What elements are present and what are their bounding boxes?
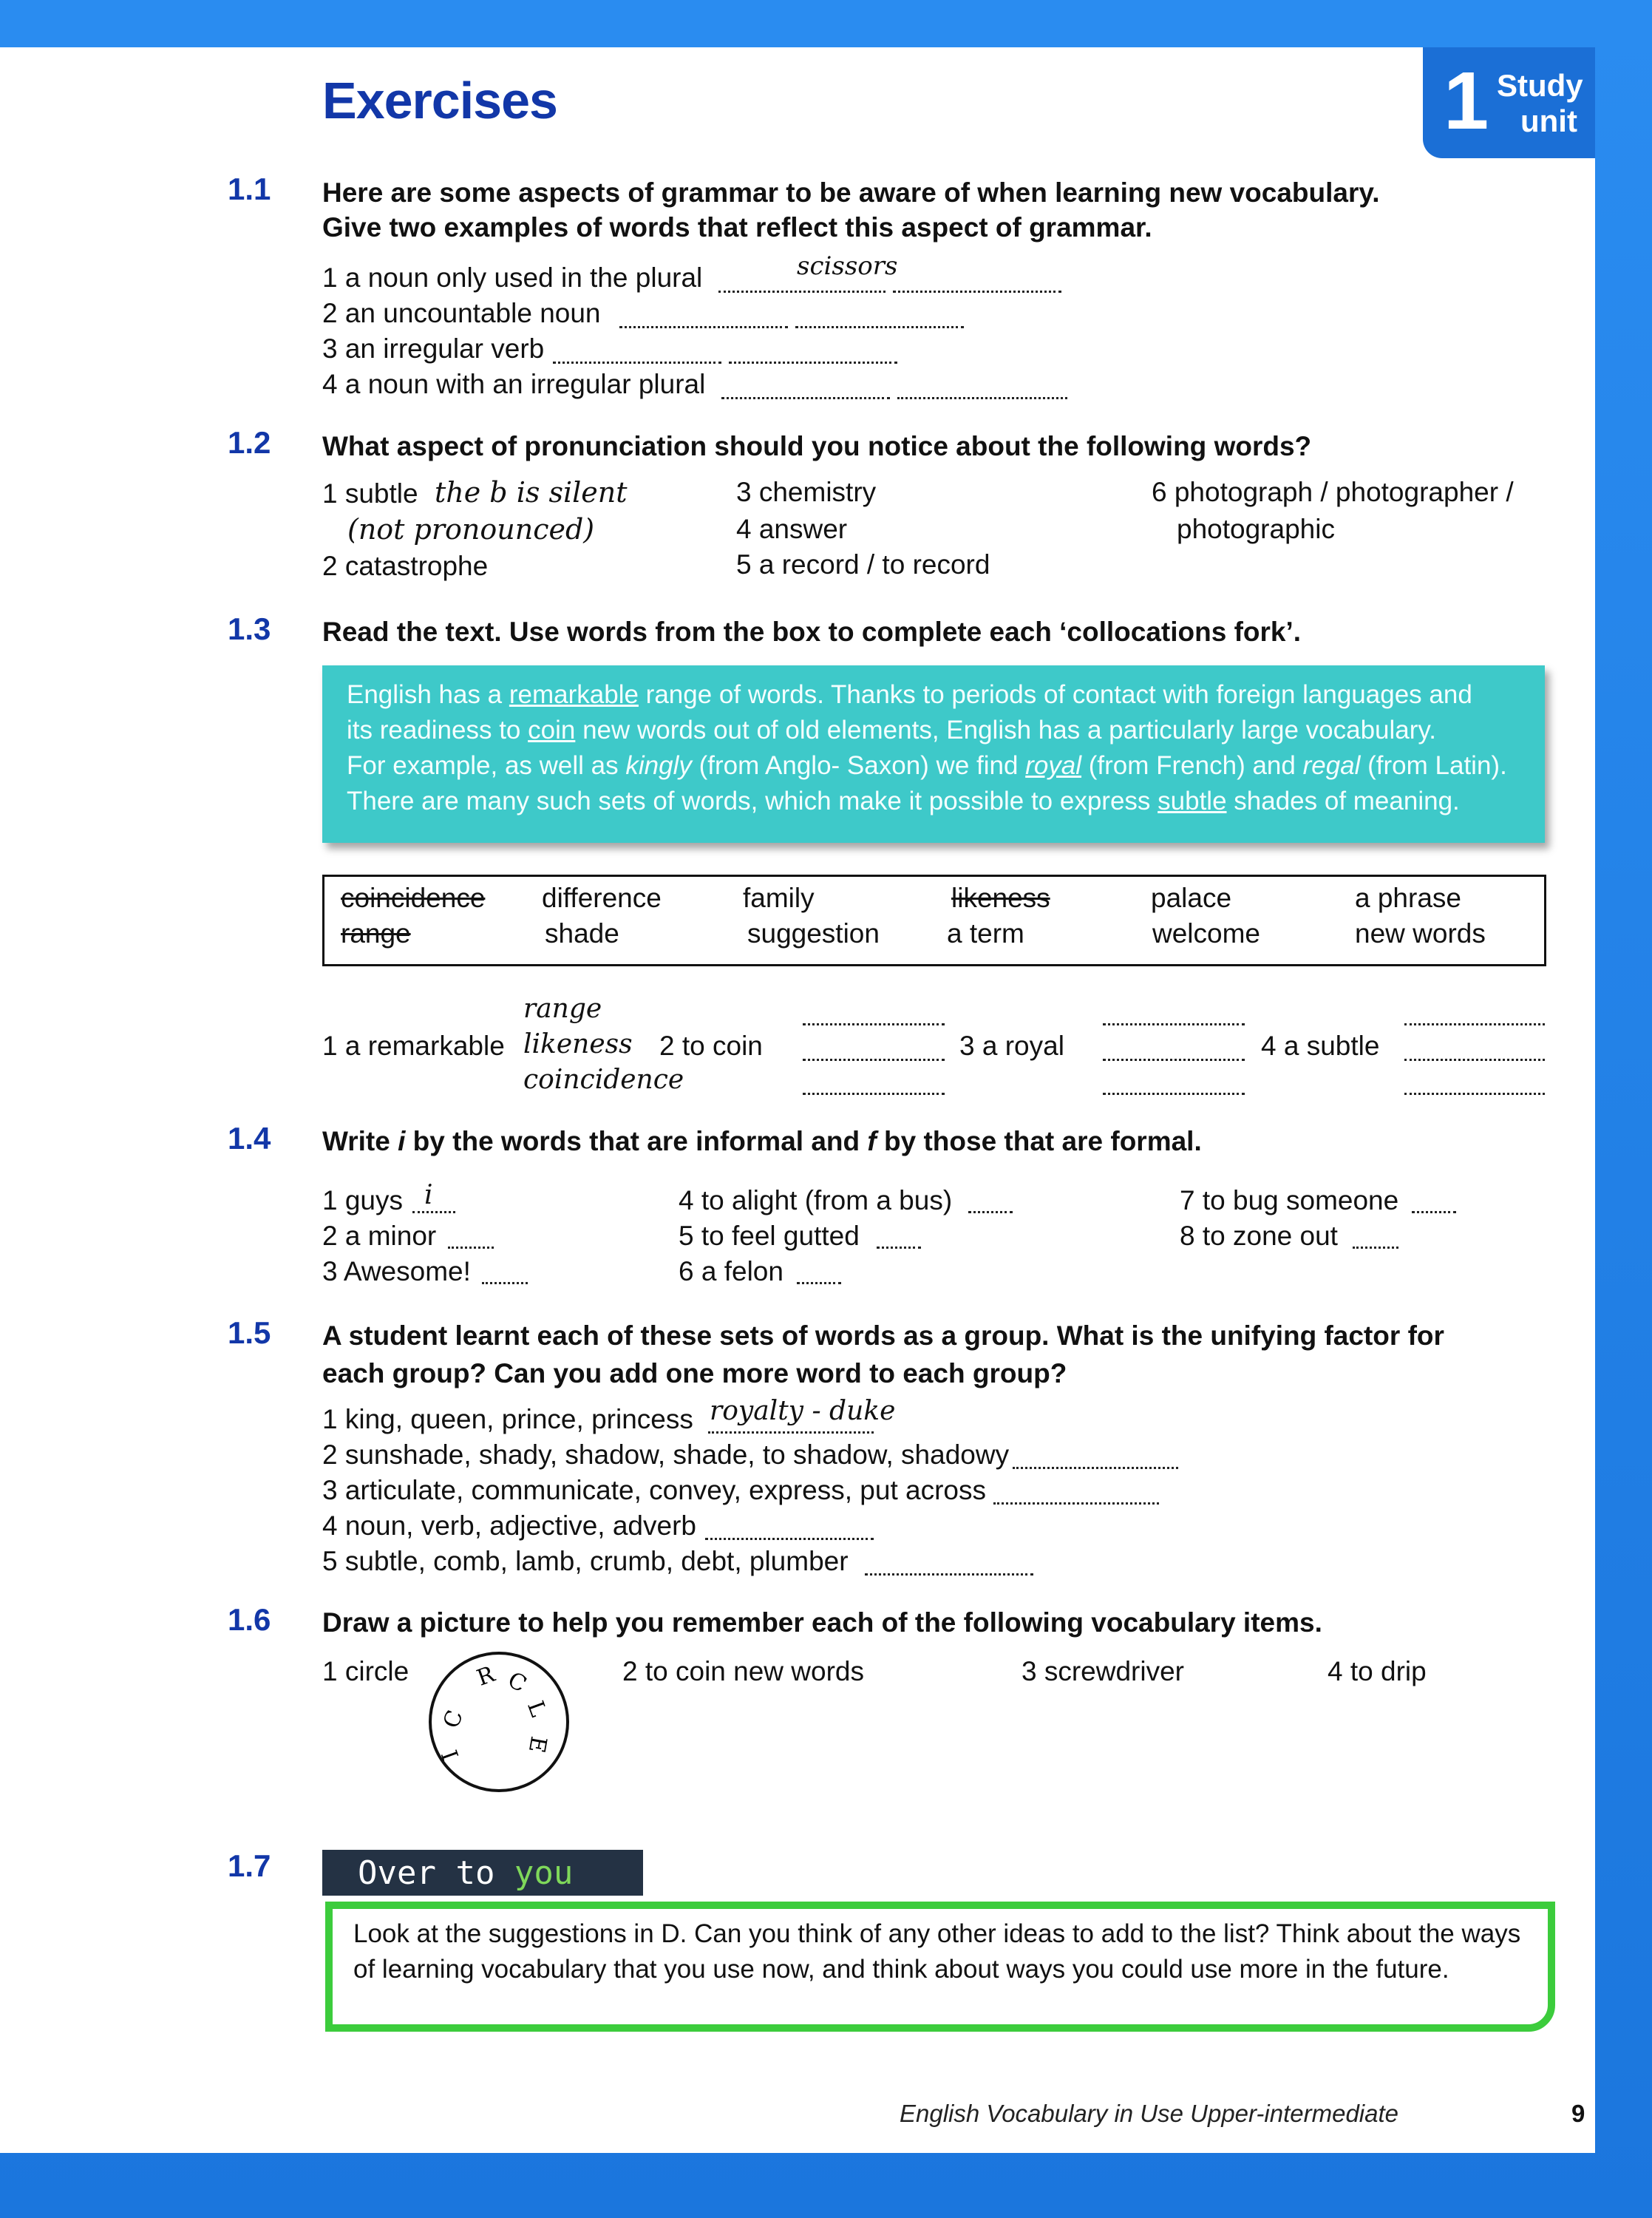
passage-line: There are many such sets of words, which make it possible to express subtle shades of meaning. — [347, 787, 1460, 815]
answer-blank[interactable] — [1103, 1093, 1245, 1095]
answer-blank[interactable] — [1013, 1467, 1178, 1469]
page-title: Exercises — [322, 72, 557, 129]
exercise-instruction: What aspect of pronunciation should you notice about the following words? — [322, 431, 1312, 461]
exercise-item: 3 an irregular verb — [322, 333, 545, 364]
exercise-item: 3 Awesome! — [322, 1256, 471, 1286]
exercise-instruction: Write i by the words that are informal and f by those that are formal. — [322, 1126, 1202, 1156]
word-box-item: welcome — [1152, 918, 1260, 949]
answer-blank[interactable] — [718, 291, 886, 293]
reading-passage — [322, 665, 1545, 843]
collocation-fork-head: 4 a subtle — [1261, 1031, 1380, 1061]
exercise-item: 3 articulate, communicate, convey, express, put across — [322, 1475, 986, 1505]
exercise-instruction: A student learnt each of these sets of words as a group. What is the unifying factor for — [322, 1320, 1444, 1351]
answer-blank[interactable] — [1103, 1023, 1245, 1025]
exercise-item: 4 a noun with an irregular plural — [322, 369, 706, 399]
answer-blank[interactable] — [877, 1247, 921, 1249]
answer-blank[interactable] — [619, 326, 788, 328]
collocation-fork-head: 1 a remarkable — [322, 1031, 505, 1061]
drawing-letter: E — [523, 1734, 552, 1755]
word-box-item: family — [743, 883, 815, 913]
answer-blank[interactable] — [865, 1573, 1033, 1576]
word-box-item: likeness — [951, 883, 1050, 913]
handwritten-answer: scissors — [797, 251, 898, 281]
exercise-item: 4 noun, verb, adjective, adverb — [322, 1510, 696, 1541]
answer-blank[interactable] — [1404, 1059, 1545, 1061]
exercise-item: 1 subtle — [322, 478, 418, 509]
exercise-item: photographic — [1177, 514, 1335, 544]
passage-line: English has a remarkable range of words. Thanks to periods of contact with foreign languages and — [347, 680, 1472, 709]
answer-blank[interactable] — [893, 291, 1061, 293]
exercise-item: 5 to feel gutted — [679, 1221, 860, 1251]
answer-blank[interactable] — [803, 1023, 945, 1025]
over-to-you-text: Look at the suggestions in D. Can you think of any other ideas to add to the list? Think about the ways — [353, 1919, 1521, 1948]
collocation-fork-head: 2 to coin — [659, 1031, 763, 1061]
answer-blank[interactable] — [1404, 1023, 1545, 1025]
exercise-item: 2 sunshade, shady, shadow, shade, to shadow, shadowy — [322, 1439, 1010, 1470]
exercise-item: 8 to zone out — [1180, 1221, 1338, 1251]
exercise-item: 2 a minor — [322, 1221, 437, 1251]
unit-label-study: Study — [1497, 68, 1583, 103]
answer-blank[interactable] — [448, 1247, 494, 1249]
handwritten-answer: royalty - duke — [710, 1396, 896, 1426]
unit-number: 1 — [1444, 55, 1489, 146]
answer-blank[interactable] — [1404, 1093, 1545, 1095]
exercise-item: 3 screwdriver — [1022, 1656, 1184, 1686]
word-box-item: difference — [542, 883, 662, 913]
exercise-item: 2 to coin new words — [622, 1656, 865, 1686]
word-box-item: new words — [1355, 918, 1486, 949]
circle-drawing — [429, 1652, 569, 1792]
answer-blank[interactable] — [795, 326, 964, 328]
answer-blank[interactable] — [803, 1093, 945, 1095]
answer-blank[interactable] — [1412, 1211, 1456, 1213]
exercise-item: 7 to bug someone — [1180, 1185, 1399, 1215]
answer-blank[interactable] — [897, 397, 1067, 399]
over-to-you-text: of learning vocabulary that you use now, and think about ways you could use more in the future. — [353, 1955, 1449, 1984]
exercise-item: 1 a noun only used in the plural — [322, 262, 703, 293]
handwritten-answer: the b is silent — [435, 476, 628, 509]
word-box-item: range — [341, 918, 411, 949]
word-box-item: palace — [1151, 883, 1232, 913]
over-to-you-label: Over to you — [358, 1854, 574, 1892]
exercise-instruction: each group? Can you add one more word to each group? — [322, 1358, 1067, 1388]
exercise-instruction: Draw a picture to help you remember each of the following vocabulary items. — [322, 1607, 1322, 1638]
drawing-letter: C — [438, 1706, 469, 1732]
book-title-footer: English Vocabulary in Use Upper-intermediate — [900, 2100, 1399, 2127]
word-box-item: shade — [545, 918, 619, 949]
answer-blank[interactable] — [803, 1059, 945, 1061]
handwritten-answer: coincidence — [523, 1065, 684, 1095]
word-box-item: a term — [947, 918, 1024, 949]
answer-blank[interactable] — [482, 1282, 528, 1284]
answer-blank[interactable] — [729, 362, 897, 364]
collocation-fork-head: 3 a royal — [959, 1031, 1064, 1061]
exercise-item: 4 answer — [736, 514, 848, 544]
exercise-item: 1 circle — [322, 1656, 409, 1686]
exercise-item: 1 guys — [322, 1185, 404, 1215]
handwritten-answer: range — [523, 994, 602, 1024]
drawing-letter: I — [437, 1746, 465, 1764]
answer-blank[interactable] — [412, 1211, 455, 1213]
over-to-you-box — [325, 1902, 1555, 2032]
exercise-item: 5 a record / to record — [736, 549, 990, 580]
exercise-number: 1.1 — [228, 172, 271, 206]
page-number: 9 — [1571, 2100, 1585, 2127]
handwritten-answer: i — [424, 1180, 433, 1210]
word-box — [322, 875, 1546, 966]
exercise-item: 6 photograph / photographer / — [1152, 477, 1514, 507]
drawing-letter: L — [522, 1698, 551, 1720]
exercise-number: 1.2 — [228, 425, 271, 460]
answer-blank[interactable] — [1103, 1059, 1245, 1061]
exercise-item: 2 catastrophe — [322, 551, 489, 581]
over-to-you-tab — [322, 1850, 643, 1896]
exercise-item: 5 subtle, comb, lamb, crumb, debt, plumber — [322, 1546, 849, 1576]
passage-line: For example, as well as kingly (from Anglo- Saxon) we find royal (from French) and regal (from Latin). — [347, 751, 1507, 780]
study-unit-tab — [1423, 47, 1595, 158]
answer-blank[interactable] — [553, 362, 721, 364]
answer-blank[interactable] — [993, 1502, 1159, 1505]
exercise-number: 1.7 — [228, 1848, 271, 1883]
answer-blank[interactable] — [1353, 1247, 1398, 1249]
drawing-letter: R — [473, 1661, 498, 1692]
answer-blank[interactable] — [968, 1211, 1013, 1213]
word-box-item: coincidence — [341, 883, 486, 913]
answer-blank[interactable] — [721, 397, 890, 399]
exercise-item: 4 to drip — [1328, 1656, 1427, 1686]
exercise-item: 4 to alight (from a bus) — [679, 1185, 953, 1215]
unit-label-unit: unit — [1520, 104, 1577, 138]
exercise-number: 1.6 — [228, 1602, 271, 1637]
word-box-item: a phrase — [1355, 883, 1461, 913]
exercise-item: 2 an uncountable noun — [322, 298, 601, 328]
passage-line: its readiness to coin new words out of old elements, English has a particularly large vocabulary. — [347, 716, 1437, 745]
drawing-letter: C — [503, 1666, 531, 1698]
exercise-number: 1.3 — [228, 611, 271, 646]
handwritten-answer: likeness — [523, 1029, 633, 1059]
exercise-instruction: Here are some aspects of grammar to be aware of when learning new vocabulary. — [322, 177, 1380, 208]
exercise-instruction: Give two examples of words that reflect this aspect of grammar. — [322, 212, 1152, 243]
answer-blank[interactable] — [705, 1538, 874, 1540]
handwritten-answer: (not pronounced) — [347, 513, 595, 546]
exercise-number: 1.5 — [228, 1315, 271, 1350]
exercise-item: 3 chemistry — [736, 477, 877, 507]
answer-blank[interactable] — [797, 1282, 841, 1284]
exercise-item: 1 king, queen, prince, princess — [322, 1404, 693, 1434]
exercise-number: 1.4 — [228, 1121, 271, 1156]
exercise-item: 6 a felon — [679, 1256, 783, 1286]
answer-blank[interactable] — [708, 1431, 874, 1434]
word-box-item: suggestion — [747, 918, 880, 949]
exercise-instruction: Read the text. Use words from the box to complete each ‘collocations fork’. — [322, 617, 1302, 647]
